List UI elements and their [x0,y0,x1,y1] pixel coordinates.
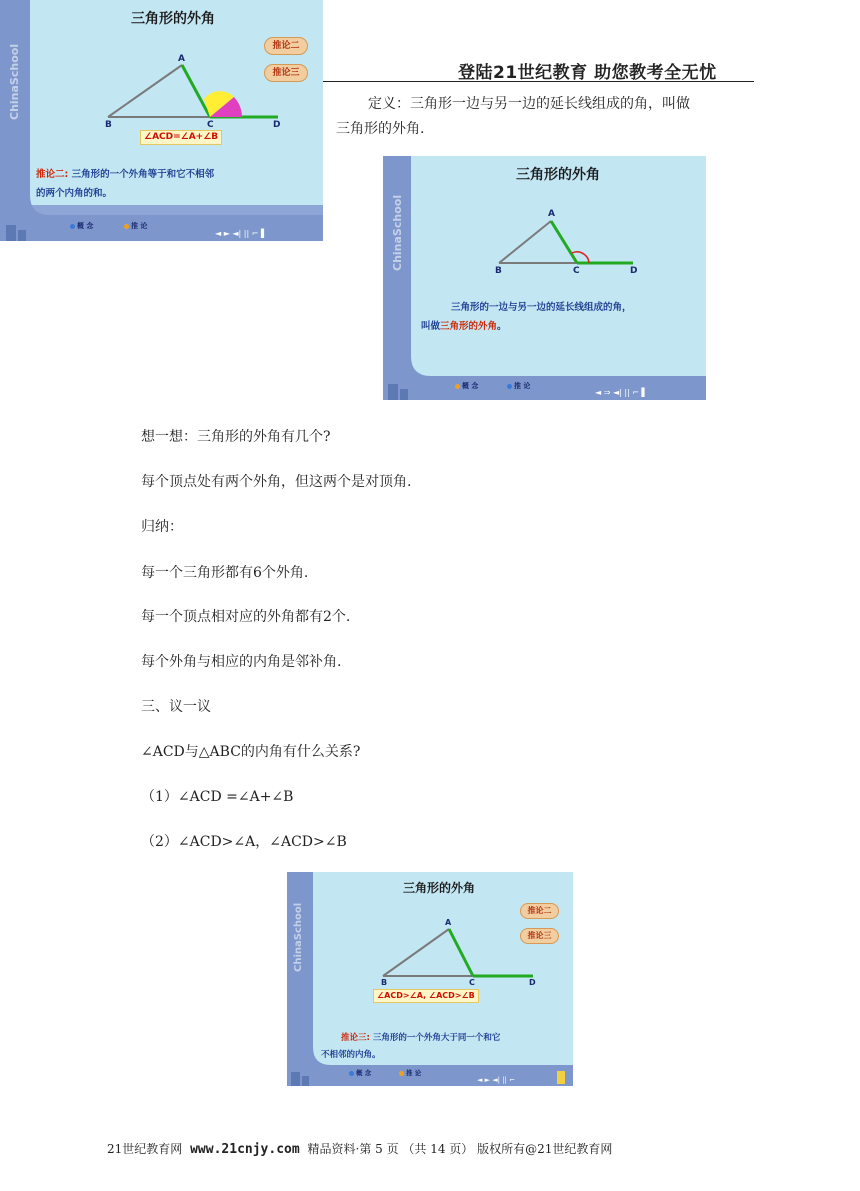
slide-corollary-three [287,872,573,1086]
svg-text:◄ ⇒ ◄| || ⌐ ▌: ◄ ⇒ ◄| || ⌐ ▌ [595,388,648,397]
slide-corollary-two [0,0,323,241]
body-question: ∠ACD与△ABC的内角有什么关系? [141,744,361,760]
definition-line2: 三角形的外角. [336,121,425,137]
vertex-label-b: B [381,978,388,987]
watermark: ChinaSchool [391,194,404,271]
section-heading-discuss: 三、议一议 [141,699,211,715]
vertex-label-a: A [178,54,185,64]
definition-slide-line2: 叫做三角形的外角。 [421,321,507,332]
body-relation-1: （1）∠ACD =∠A+∠B [141,789,294,805]
body-relation-2: （2）∠ACD>∠A，∠ACD>∠B [141,834,347,850]
corollary-text-line2: 的两个内角的和。 [36,188,113,199]
body-two-per-vertex: 每个顶点处有两个外角，但这两个是对顶角. [141,474,412,490]
vertex-label-b: B [105,120,112,130]
body-think: 想一想：三角形的外角有几个? [141,429,331,445]
corollary-two-button[interactable]: 推论二 [264,37,308,55]
corollary-text-line1: 推论三: 三角形的一个外角大于同一个和它 [341,1033,501,1043]
slide-title: 三角形的外角 [516,167,600,183]
definition-line1: 定义：三角形一边与另一边的延长线组成的角，叫做 [368,96,690,112]
vertex-label-c: C [469,978,475,987]
body-six-exterior: 每一个三角形都有6个外角. [141,565,309,581]
slide-definition [383,156,706,400]
header-title: 登陆21世纪教育 助您教考全无忧 [458,63,717,83]
nav-concept[interactable]: 概 念 [70,221,93,231]
corollary-two-button[interactable]: 推论二 [520,903,559,919]
definition-slide-line1: 三角形的一边与另一边的延长线组成的角， [451,302,632,313]
footer-left: 21世纪教育网 [107,1142,183,1156]
vertex-label-c: C [207,120,214,130]
watermark: ChinaSchool [293,902,304,972]
svg-text:◄ ► ◄| || ⌐: ◄ ► ◄| || ⌐ [477,1076,515,1084]
vertex-label-a: A [548,209,555,219]
nav-corollary[interactable]: 推 论 [124,221,147,231]
corollary-text-line2: 不相邻的内角。 [321,1050,381,1060]
vertex-label-d: D [630,266,638,276]
body-two-per-vertex-summary: 每一个顶点相对应的外角都有2个. [141,609,351,625]
vertex-label-d: D [529,978,536,987]
nav-concept[interactable]: 概 念 [349,1068,371,1077]
svg-text:◄ ► ◄| || ⌐ ▌: ◄ ► ◄| || ⌐ ▌ [215,229,268,238]
corollary-text-line1: 推论二: 三角形的一个外角等于和它不相邻 [36,169,215,180]
page-footer [107,1140,612,1157]
vertex-label-d: D [273,120,281,130]
watermark: ChinaSchool [8,43,21,120]
nav-corollary[interactable]: 推 论 [507,381,530,391]
footer-site-link[interactable]: www.21cnjy.com [190,1142,300,1157]
angle-formula: ∠ACD=∠A+∠B [140,130,222,145]
corollary-three-button[interactable]: 推论三 [264,64,308,82]
vertex-label-a: A [445,918,452,927]
nav-concept[interactable]: 概 念 [455,381,478,391]
nav-corollary[interactable]: 推 论 [399,1068,421,1077]
body-supplementary: 每个外角与相应的内角是邻补角. [141,654,342,670]
corollary-three-button[interactable]: 推论三 [520,928,559,944]
footer-right: 精品资料·第 5 页 （共 14 页） 版权所有@21世纪教育网 [307,1142,613,1156]
slide-title: 三角形的外角 [403,881,476,895]
slide-frame [383,156,706,400]
angle-inequality: ∠ACD>∠A, ∠ACD>∠B [373,989,479,1003]
header-rule [322,81,754,82]
vertex-label-c: C [573,266,580,276]
slide-title: 三角形的外角 [131,11,215,27]
vertex-label-b: B [495,266,502,276]
body-summary-heading: 归纳： [141,519,183,535]
